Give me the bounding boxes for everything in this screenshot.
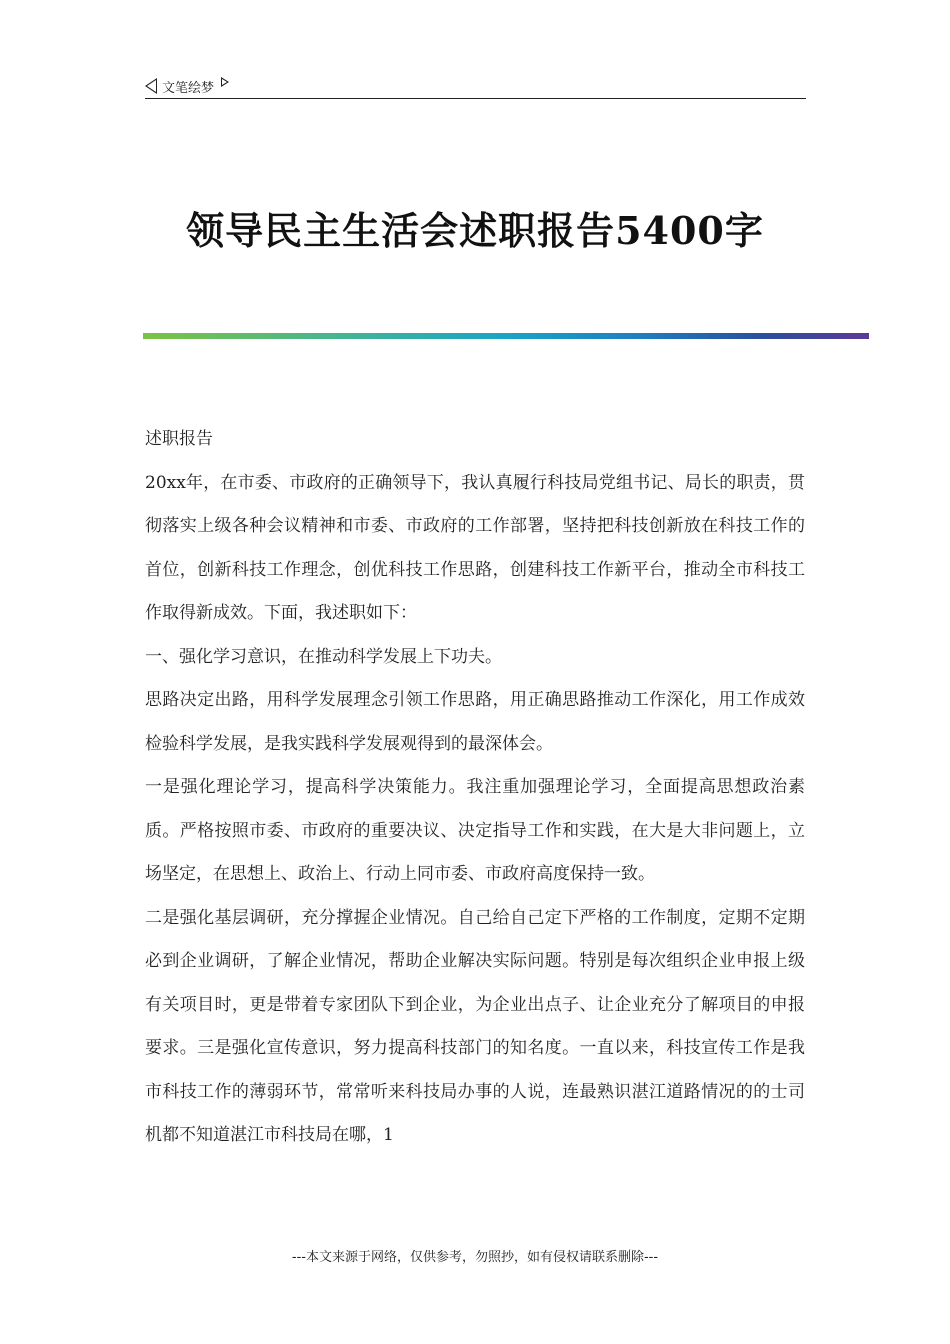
paragraph: 二是强化基层调研，充分撑握企业情况。自己给自己定下严格的工作制度，定期不定期必到企业调研，了解企业情况，帮助企业解决实际问题。特别是每次组织企业申报上级有关项目时，更是带着专家团队下到企业，为企业出点子、让企业充分了解项目的申报要求。三是强化宣传意识，努力提高科技部门的知名度。一直以来，科技宣传工作是我市科技工作的薄弱环节，常常听来科技局办事的人说，连最熟识湛江道路情况的的士司机都不知道湛江市科技局在哪，1 (145, 907, 805, 1145)
paragraph: 一是强化理论学习，提高科学决策能力。我注重加强理论学习，全面提高思想政治素质。严格按照市委、市政府的重要决议、决定指导工作和实践，在大是大非问题上，立场坚定，在思想上、政治上、行动上同市委、市政府高度保持一致。 (145, 777, 805, 884)
paragraph: 一、强化学习意识，在推动科学发展上下功夫。 (145, 646, 502, 667)
title-divider (143, 333, 869, 339)
page-header (145, 74, 806, 99)
document-body (145, 418, 805, 1158)
header-brand: 文笔绘梦 (162, 80, 215, 96)
paragraph: 述职报告 (145, 429, 213, 449)
triangle-right-icon (221, 77, 229, 87)
triangle-left-icon (145, 78, 157, 94)
page-footer: ---本文来源于网络，仅供参考，勿照抄，如有侵权请联系删除--- (291, 1250, 659, 1265)
paragraph: 20xx年，在市委、市政府的正确领导下，我认真履行科技局党组书记、局长的职责，贯彻落实上级各种会议精神和市委、市政府的工作部署，坚持把科技创新放在科技工作的首位，创新科技工作理念，创优科技工作思路，创建科技工作新平台，推动全市科技工作取得新成效。下面，我述职如下： (145, 472, 805, 623)
document-title: 领导民主生活会述职报告5400字 (186, 208, 764, 253)
paragraph: 思路决定出路，用科学发展理念引领工作思路，用正确思路推动工作深化，用工作成效检验科学发展，是我实践科学发展观得到的最深体会。 (145, 690, 805, 754)
